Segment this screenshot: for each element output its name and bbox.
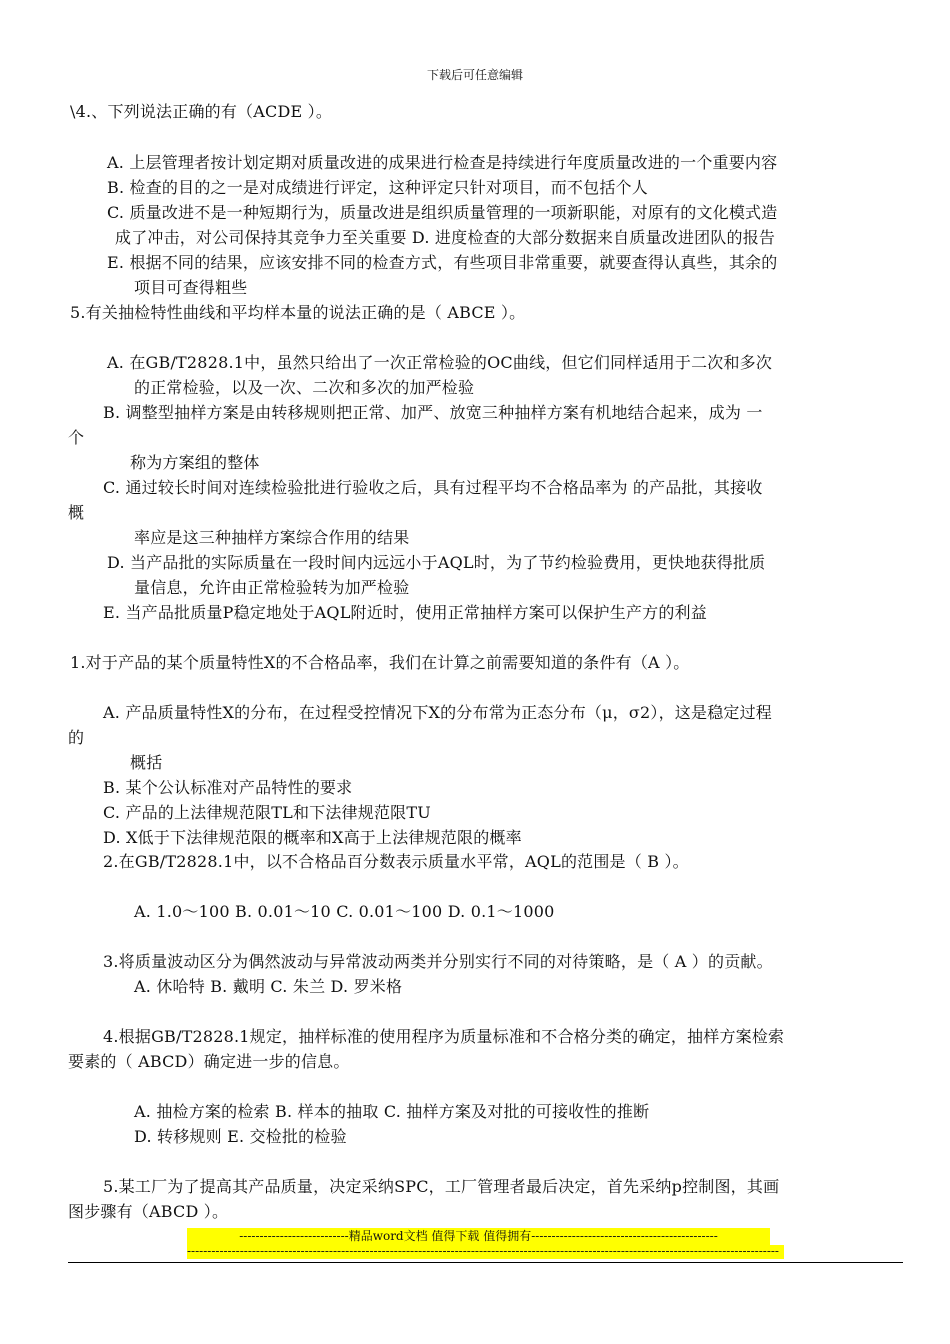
option-b: B. 某个公认标准对产品特性的要求 bbox=[103, 778, 353, 797]
option-a-continued: 的正常检验，以及一次、二次和多次的加严检验 bbox=[134, 378, 475, 397]
footer-rule bbox=[68, 1262, 903, 1263]
question-5-stem: 5.某工厂为了提高其产品质量，决定采纳SPC，工厂管理者最后决定，首先采纳p控制图，其画 bbox=[103, 1177, 780, 1196]
option-a: A. 产品质量特性X的分布，在过程受控情况下X的分布常为正态分布（μ，σ2），这是稳定过程 bbox=[103, 703, 773, 722]
option-b-continued: 称为方案组的整体 bbox=[130, 453, 260, 472]
option-c-continued: 率应是这三种抽样方案综合作用的结果 bbox=[134, 528, 410, 547]
option-a: A. 在GB/T2828.1中，虽然只给出了一次正常检验的OC曲线，但它们同样适用于二次和多次 bbox=[107, 353, 773, 372]
option-e-continued: 项目可查得粗些 bbox=[134, 278, 248, 297]
question-4-options-continued: D. 转移规则 E. 交检批的检验 bbox=[134, 1127, 347, 1146]
question-4-stem-continued: 要素的（ ABCD）确定进一步的信息。 bbox=[68, 1052, 350, 1071]
option-b: B. 检查的目的之一是对成绩进行评定，这种评定只针对项目，而不包括个人 bbox=[107, 178, 648, 197]
question-2-stem: 2.在GB/T2828.1中，以不合格品百分数表示质量水平常，AQL的范围是（ B ）。 bbox=[103, 852, 689, 871]
question-5-stem: 5.有关抽检特性曲线和平均样本量的说法正确的是（ ABCE ）。 bbox=[70, 303, 526, 322]
option-a-wrap: 的 bbox=[68, 728, 85, 747]
page-header: 下载后可任意编辑 bbox=[426, 68, 523, 82]
question-3-options: A. 休哈特 B. 戴明 C. 朱兰 D. 罗米格 bbox=[134, 977, 403, 996]
option-a: A. 上层管理者按计划定期对质量改进的成果进行检查是持续进行年度质量改进的一个重要内容 bbox=[107, 153, 778, 172]
question-5-stem-continued: 图步骤有（ABCD ）。 bbox=[68, 1202, 229, 1221]
footer-banner: ---------------------------精品word文档 值得下载 值得拥有---------------------------------------------- bbox=[187, 1228, 770, 1245]
question-4-stem: 4.根据GB/T2828.1规定，抽样标准的使用程序为质量标准和不合格分类的确定，抽样方案检索 bbox=[103, 1027, 785, 1046]
question-4-options: A. 抽检方案的检索 B. 样本的抽取 C. 抽样方案及对批的可接收性的推断 bbox=[134, 1102, 650, 1121]
option-c-continued: 成了冲击，对公司保持其竞争力至关重要 D. 进度检查的大部分数据来自质量改进团队的报告 bbox=[115, 228, 776, 247]
question-3-stem: 3.将质量波动区分为偶然波动与异常波动两类并分别实行不同的对待策略，是（ A ）的贡献。 bbox=[103, 952, 773, 971]
option-d: D. X低于下法律规范限的概率和X高于上法律规范限的概率 bbox=[103, 828, 522, 847]
question-1-stem: 1.对于产品的某个质量特性X的不合格品率，我们在计算之前需要知道的条件有（A ）。 bbox=[70, 653, 690, 672]
option-d-continued: 量信息，允许由正常检验转为加严检验 bbox=[134, 578, 410, 597]
footer-dashes: -------------------------------------------------------------------------------------------------------------------------------------------------- bbox=[187, 1245, 784, 1259]
option-c: C. 通过较长时间对连续检验批进行验收之后，具有过程平均不合格品率为 的产品批，其接收 bbox=[103, 478, 763, 497]
option-c-wrap: 概 bbox=[68, 503, 85, 522]
question-4-stem: \4.、下列说法正确的有（ACDE ）。 bbox=[70, 102, 333, 121]
option-e: E. 当产品批质量P稳定地处于AQL附近时，使用正常抽样方案可以保护生产方的利益 bbox=[103, 603, 707, 622]
option-a-continued: 概括 bbox=[130, 753, 163, 772]
option-c: C. 质量改进不是一种短期行为，质量改进是组织质量管理的一项新职能，对原有的文化模式造 bbox=[107, 203, 778, 222]
option-c: C. 产品的上法律规范限TL和下法律规范限TU bbox=[103, 803, 431, 822]
question-2-options: A. 1.0～100 B. 0.01～10 C. 0.01～100 D. 0.1～1000 bbox=[134, 902, 555, 921]
option-b: B. 调整型抽样方案是由转移规则把正常、加严、放宽三种抽样方案有机地结合起来，成为 一 bbox=[103, 403, 763, 422]
option-e: E. 根据不同的结果，应该安排不同的检查方式，有些项目非常重要，就要查得认真些，其余的 bbox=[107, 253, 778, 272]
option-b-wrap: 个 bbox=[68, 428, 85, 447]
option-d: D. 当产品批的实际质量在一段时间内远远小于AQL时，为了节约检验费用，更快地获得批质 bbox=[107, 553, 766, 572]
